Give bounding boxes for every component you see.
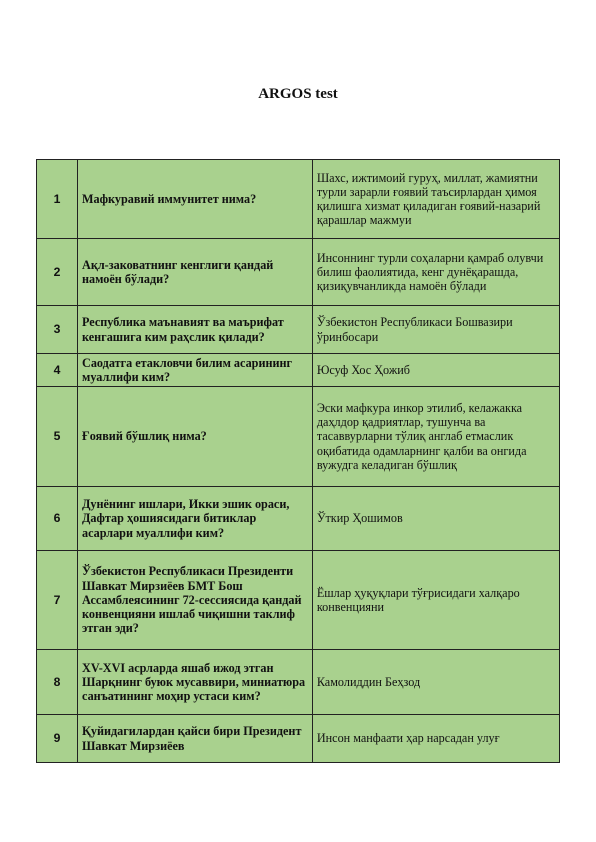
answer-cell: Эски мафкура инкор этилиб, келажакка даҳлдор қадриятлар, тушунча ва тасаввурларни тўлиқ англаб етмаслик оқибатида одамларнинг қалби ва онгида вужудга келадиган бўшлиқ (312, 387, 559, 487)
row-number: 5 (37, 387, 78, 487)
answer-cell: Юсуф Хос Ҳожиб (312, 354, 559, 387)
row-number: 7 (37, 551, 78, 650)
table-row (37, 650, 560, 715)
question-cell: Саодатга етакловчи билим асарининг муаллифи ким? (78, 354, 313, 387)
table-row (37, 551, 560, 650)
row-number: 9 (37, 715, 78, 763)
answer-cell: Ўзбекистон Республикаси Бошвазири ўринбосари (312, 306, 559, 354)
table-row (37, 306, 560, 354)
answer-cell: Шахс, ижтимоий гуруҳ, миллат, жамиятни турли зарарли ғоявий таъсирлардан ҳимоя қилишга хизмат қиладиган ғоявий-назарий қарашлар мажмуи (312, 160, 559, 239)
question-cell: Мафкуравий иммунитет нима? (78, 160, 313, 239)
question-cell: XV-XVI асрларда яшаб ижод этган Шарқнинг буюк мусаввири, миниатюра санъатининг моҳир устаси ким? (78, 650, 313, 715)
answer-cell: Инсон манфаати ҳар нарсадан улуғ (312, 715, 559, 763)
answer-cell: Камолиддин Беҳзод (312, 650, 559, 715)
row-number: 2 (37, 239, 78, 306)
document-title: ARGOS test (258, 86, 338, 102)
question-cell: Ўзбекистон Республикаси Президенти Шавкат Мирзиёев БМТ Бош Ассамблеясининг 72-сессиясида қандай конвенцияни ишлаб чиқишни таклиф этган эди? (78, 551, 313, 650)
questions-table (36, 159, 560, 763)
row-number: 3 (37, 306, 78, 354)
row-number: 6 (37, 487, 78, 551)
row-number: 8 (37, 650, 78, 715)
table-row (37, 487, 560, 551)
table-row (37, 160, 560, 239)
row-number: 1 (37, 160, 78, 239)
table-row (37, 239, 560, 306)
row-number: 4 (37, 354, 78, 387)
answer-cell: Инсоннинг турли соҳаларни қамраб олувчи билиш фаолиятида, кенг дунёқарашда, қизиқувчанликда намоён бўлади (312, 239, 559, 306)
table-row (37, 387, 560, 487)
table-row (37, 715, 560, 763)
question-cell: Дунёнинг ишлари, Икки эшик ораси, Дафтар ҳошиясидаги битиклар асарлари муаллифи ким? (78, 487, 313, 551)
question-cell: Ғоявий бўшлиқ нима? (78, 387, 313, 487)
question-cell: Ақл-заковатнинг кенглиги қандай намоён бўлади? (78, 239, 313, 306)
question-cell: Республика маънавият ва маърифат кенгашига ким раҳслик қилади? (78, 306, 313, 354)
answer-cell: Ёшлар ҳуқуқлари тўғрисидаги халқаро конвенцияни (312, 551, 559, 650)
answer-cell: Ўткир Ҳошимов (312, 487, 559, 551)
table-row (37, 354, 560, 387)
question-cell: Қуйидагилардан қайси бири Президент Шавкат Мирзиёев (78, 715, 313, 763)
